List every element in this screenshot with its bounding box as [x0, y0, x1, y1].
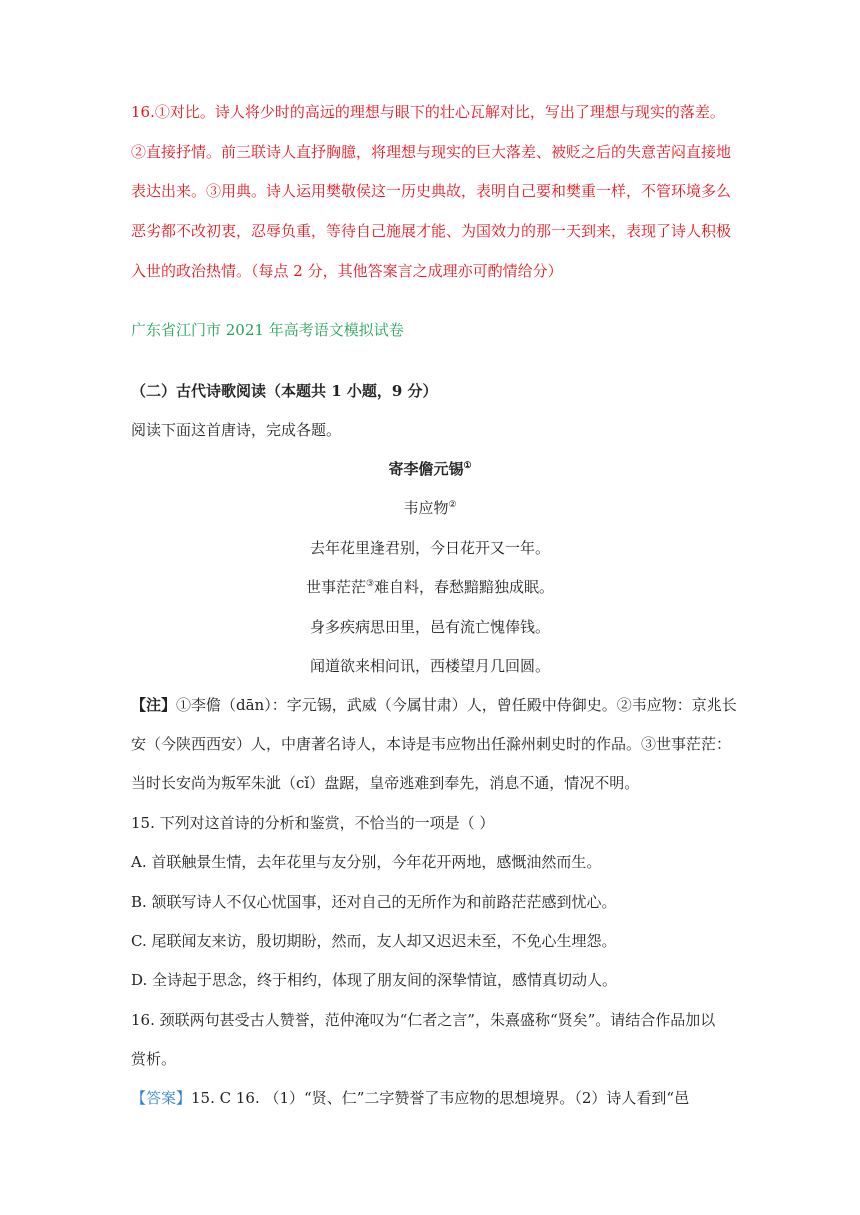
notes-text: ①李儋（dān）：字元锡，武威（今属甘肃）人，曾任殿中侍御史。②韦应物：京兆长	[176, 696, 737, 714]
poem-line: 身多疾病思田里，邑有流亡愧俸钱。	[309, 618, 550, 636]
answer-prev-line: 表达出来。③用典。诗人运用樊敬侯这一历史典故，表明自己要和樊重一样，不管环境多么	[131, 182, 732, 200]
poem-line-part: 世事茫茫	[305, 578, 366, 596]
answer-prev-line: ②直接抒情。前三联诗人直抒胸臆，将理想与现实的巨大落差、被贬之后的失意苦闷直接地	[131, 143, 732, 161]
footnote-mark: ①	[463, 461, 472, 471]
option-b: B. 颔联写诗人不仅心忧国事，还对自己的无所作为和前路茫茫感到忧心。	[131, 893, 617, 911]
notes-line	[131, 695, 737, 715]
poem-line-part: 难自料，春愁黯黯独成眠。	[374, 578, 555, 596]
notes-line: 当时长安尚为叛军朱泚（cǐ）盘踞，皇帝逃难到奉先，消息不通，情况不明。	[131, 774, 640, 792]
poem-line: 闻道欲来相问讯，西楼望月几回圆。	[309, 657, 550, 675]
option-d: D. 全诗起于思念，终于相约，体现了朋友间的深挚情谊，感情真切动人。	[131, 971, 618, 989]
poem-author	[0, 498, 860, 518]
answer-text: 15. C 16. （1）“贤、仁”二字赞誉了韦应物的思想境界。（2）诗人看到“邑	[191, 1089, 690, 1107]
option-c: C. 尾联闻友来访，殷切期盼，然而，友人却又迟迟未至，不免心生埋怨。	[131, 932, 617, 950]
footnote-mark: ②	[448, 500, 457, 510]
poem-line	[0, 577, 860, 597]
question-15-stem: 15. 下列对这首诗的分析和鉴赏，不恰当的一项是（ ）	[131, 814, 495, 832]
poem-line: 去年花里逢君别，今日花开又一年。	[309, 539, 550, 557]
notes-label: 【注】	[131, 696, 177, 714]
exam-source: 广东省江门市 2021 年高考语文模拟试卷	[131, 321, 404, 339]
footnote-mark: ③	[365, 579, 375, 589]
answer-prev-line: 入世的政治热情。（每点 2 分，其他答案言之成理亦可酌情给分）	[131, 262, 563, 280]
option-a: A. 首联触景生情，去年花里与友分别，今年花开两地，感慨油然而生。	[131, 853, 602, 871]
poem-title-text: 寄李儋元锡	[388, 460, 464, 478]
answer-prev-line: 16.①对比。诗人将少时的高远的理想与眼下的壮心瓦解对比，写出了理想与现实的落差。	[131, 103, 725, 121]
poem-title	[0, 459, 860, 479]
answer-prev-line: 恶劣都不改初衷，忍辱负重，等待自己施展才能、为国效力的那一天到来，表现了诗人积极	[131, 222, 732, 240]
question-16-stem: 赏析。	[131, 1050, 177, 1068]
notes-line: 安（今陕西西安）人，中唐著名诗人，本诗是韦应物出任滁州刺史时的作品。③世事茫茫：	[131, 735, 732, 753]
answer-label: 【答案】	[131, 1089, 192, 1107]
question-16-stem: 16. 颈联两句甚受古人赞誉，范仲淹叹为“仁者之言”，朱熹盛称“贤矣”。请结合作品加以	[131, 1011, 716, 1029]
section-title: （二）古代诗歌阅读（本题共 1 小题，9 分）	[131, 382, 438, 400]
instruction-text: 阅读下面这首唐诗，完成各题。	[131, 421, 342, 439]
poem-author-text: 韦应物	[403, 499, 449, 517]
answer-line	[131, 1088, 689, 1108]
